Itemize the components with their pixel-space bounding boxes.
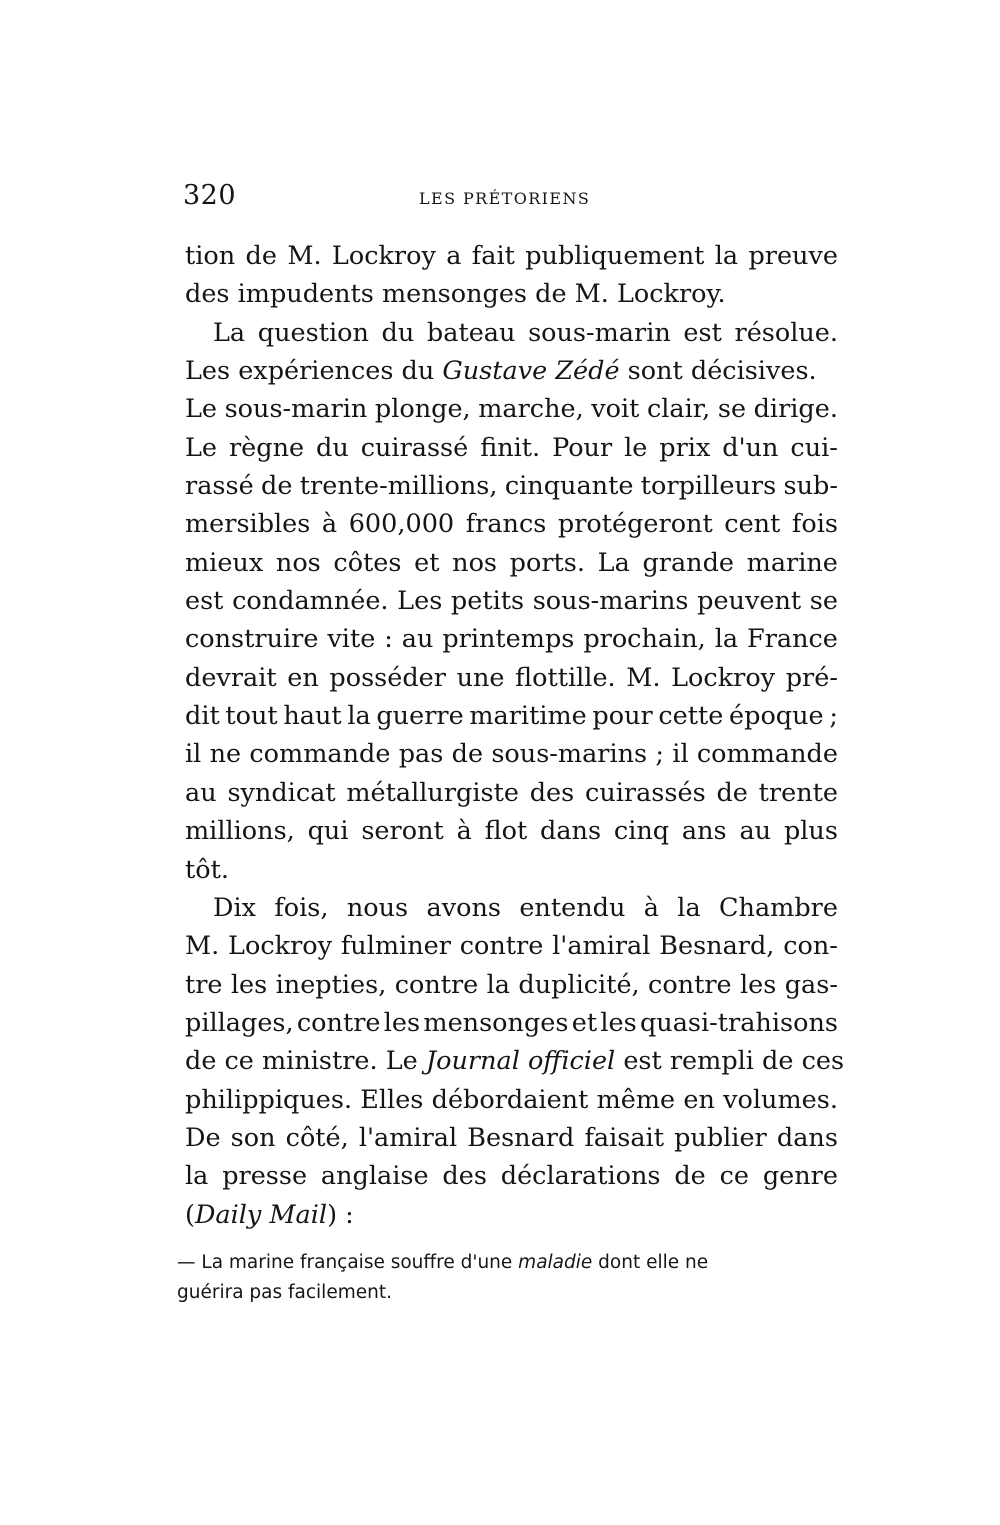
word: les	[600, 1007, 637, 1038]
word: construire	[185, 624, 319, 655]
footnote-text: — La marine française souffre d'une	[177, 1252, 519, 1273]
word: Chambre	[719, 892, 838, 923]
page-header	[183, 180, 838, 220]
word: ) :	[327, 1199, 354, 1230]
text-line	[185, 352, 838, 390]
word: francs	[465, 509, 547, 540]
text-line	[185, 774, 838, 812]
word: des	[529, 777, 575, 808]
page-number: 320	[183, 180, 237, 211]
word: gas-	[784, 969, 838, 1000]
word: preuve	[748, 241, 838, 271]
word: publier	[674, 1122, 767, 1153]
word: pré-	[785, 662, 838, 693]
word: question	[257, 317, 369, 348]
word: De	[185, 1122, 221, 1153]
word: flottille.	[515, 662, 616, 693]
word: philippiques.	[185, 1084, 353, 1115]
word: haut	[283, 701, 342, 732]
word: plus	[783, 816, 838, 847]
word: contre	[459, 931, 544, 962]
text-line	[185, 275, 838, 313]
word: presse	[222, 1161, 308, 1192]
word: époque	[729, 701, 824, 732]
word: pour	[592, 701, 653, 732]
word: protégeront	[557, 509, 713, 540]
word: Pour	[552, 432, 613, 463]
word: la	[677, 892, 701, 923]
word: mieux	[185, 547, 264, 578]
word: vite	[327, 624, 376, 655]
word: cinq	[613, 816, 670, 847]
word: inepties,	[275, 969, 387, 1000]
word: tre	[185, 969, 223, 1000]
word: syndicat	[227, 777, 336, 808]
word: peuvent	[697, 586, 802, 617]
word: mensonges	[423, 1007, 569, 1038]
italic-word: Gustave Zédé	[442, 356, 620, 387]
word: nos	[275, 547, 321, 578]
word: La	[213, 317, 246, 348]
text-line	[185, 390, 838, 428]
word: (	[185, 1199, 195, 1230]
word: M.	[626, 662, 661, 693]
word: l'amiral	[552, 931, 651, 962]
word: :	[384, 624, 393, 655]
text-line	[185, 544, 838, 582]
word: Le	[185, 432, 218, 463]
text-line	[185, 889, 838, 927]
word: à	[321, 509, 338, 540]
word: anglaise	[320, 1161, 429, 1192]
word: de	[245, 241, 277, 271]
word: les	[230, 969, 268, 1000]
text-line	[185, 659, 838, 697]
word: mersibles	[185, 509, 311, 540]
word: et	[571, 1007, 598, 1038]
word: fois	[791, 509, 838, 540]
body-text	[185, 237, 845, 1234]
word: il	[185, 739, 202, 770]
word: La	[597, 547, 630, 578]
word: clair,	[647, 394, 711, 425]
word: de	[716, 777, 748, 808]
word: dans	[540, 816, 602, 847]
word: plonge,	[374, 394, 471, 425]
word: à	[643, 892, 659, 923]
word: il	[672, 739, 689, 770]
word: de	[451, 739, 484, 770]
word: marche,	[478, 394, 584, 425]
word: ports.	[509, 547, 585, 578]
word: dans	[776, 1122, 838, 1153]
word: Les	[397, 586, 443, 617]
text-line	[185, 429, 838, 467]
word: a	[446, 241, 462, 271]
footnote	[177, 1248, 838, 1308]
word: cuirassés	[585, 777, 706, 808]
word: se	[809, 586, 838, 617]
word: tion	[185, 241, 236, 271]
word: et	[414, 547, 440, 578]
word: faisait	[584, 1122, 664, 1153]
word: même	[596, 1084, 676, 1115]
word: du	[316, 432, 349, 463]
word: condamnée.	[232, 586, 389, 617]
word: en	[683, 1084, 715, 1115]
footnote-line	[177, 1248, 838, 1278]
footnote-italic-text: maladie	[518, 1252, 593, 1273]
word: commande	[696, 739, 838, 770]
word: Lockroy	[228, 931, 333, 962]
word: contre	[394, 969, 479, 1000]
italic-word: Journal officiel	[425, 1046, 616, 1077]
word: dirige.	[753, 394, 838, 425]
word: se	[717, 394, 747, 425]
text-line	[185, 1081, 838, 1119]
word: tôt.	[185, 854, 229, 885]
word: en	[287, 662, 319, 693]
text-line	[185, 812, 838, 850]
word: bateau	[426, 317, 516, 348]
word: entendu	[519, 892, 626, 923]
word: maritime	[469, 701, 587, 732]
word: Lockroy	[331, 241, 436, 271]
word: ;	[829, 701, 838, 732]
text-line	[185, 620, 838, 658]
word: est	[185, 586, 224, 617]
word: côté,	[285, 1122, 349, 1153]
word: commande	[249, 739, 391, 770]
word: sub-	[783, 471, 838, 502]
word: sous-marins	[491, 739, 648, 770]
text-line	[185, 1004, 838, 1042]
text-line	[185, 966, 838, 1004]
word: ;	[655, 739, 665, 770]
word: ans	[681, 816, 727, 847]
text-line	[185, 1196, 838, 1234]
word: marine	[746, 547, 838, 578]
word: Le	[185, 394, 218, 425]
word: à	[456, 816, 472, 847]
word: la	[714, 624, 739, 655]
word: Lockroy	[671, 662, 776, 693]
italic-word: Daily Mail	[194, 1199, 328, 1230]
word: déclarations	[500, 1161, 661, 1192]
word: M.	[185, 931, 220, 962]
word: prix	[659, 432, 711, 463]
word: de	[261, 471, 293, 502]
word: 600,000	[348, 509, 455, 540]
word: de ce ministre. Le	[185, 1046, 426, 1077]
word: contre	[648, 969, 732, 1000]
footnote-line	[177, 1278, 838, 1308]
word: sous-marins	[532, 586, 689, 617]
word: la	[714, 241, 739, 271]
word: au	[185, 777, 217, 808]
word: sont décisives.	[619, 356, 817, 387]
word: les	[383, 1007, 421, 1038]
word: fois,	[274, 892, 329, 923]
text-line	[185, 505, 838, 543]
text-line	[185, 582, 838, 620]
word: cette	[658, 701, 724, 732]
word: la	[185, 1161, 209, 1192]
word: trente	[758, 777, 838, 808]
text-line	[185, 851, 838, 889]
word: printemps	[442, 624, 575, 655]
word: seront	[361, 816, 444, 847]
word: cinquante	[504, 471, 634, 502]
word: métallurgiste	[346, 777, 519, 808]
word: tout	[225, 701, 278, 732]
text-line	[185, 927, 838, 965]
text-line	[185, 735, 838, 773]
word: dit	[185, 701, 220, 732]
word: millions,	[185, 816, 295, 847]
word: prochain,	[583, 624, 706, 655]
word: nous	[346, 892, 409, 923]
word: l'amiral	[358, 1122, 458, 1153]
word: sous-marin	[224, 394, 368, 425]
word: torpilleurs	[640, 471, 777, 502]
running-title: LES PRÉTORIENS	[419, 189, 591, 208]
word: Elles	[360, 1084, 424, 1115]
word: règne	[228, 432, 305, 463]
word: la	[347, 701, 371, 732]
word: des	[442, 1161, 487, 1192]
word: posséder	[329, 662, 446, 693]
word: genre	[762, 1161, 838, 1192]
word: le	[624, 432, 648, 463]
word: Les expériences du	[185, 356, 443, 387]
word: fait	[471, 241, 515, 271]
word: résolue.	[734, 317, 838, 348]
word: Besnard,	[659, 931, 775, 962]
word: est	[683, 317, 722, 348]
word: quasi-trahisons	[639, 1007, 838, 1038]
word: flot	[484, 816, 528, 847]
word: côtes	[333, 547, 402, 578]
text-line	[185, 1119, 838, 1157]
text-line	[185, 697, 838, 735]
text-line	[185, 1157, 838, 1195]
word: cuirassé	[360, 432, 469, 463]
word: ce	[719, 1161, 749, 1192]
word: des impudents mensonges de M. Lockroy.	[185, 279, 726, 310]
word: grande	[642, 547, 734, 578]
word: qui	[307, 816, 349, 847]
word: du	[381, 317, 415, 348]
word: une	[456, 662, 505, 693]
word: avons	[426, 892, 501, 923]
word: cui-	[790, 432, 838, 463]
word: finit.	[480, 432, 541, 463]
footnote-text: guérira pas facilement.	[177, 1282, 392, 1303]
word: ne	[209, 739, 242, 770]
word: débordaient	[431, 1084, 589, 1115]
word: son	[230, 1122, 276, 1153]
word: France	[747, 624, 838, 655]
word: de	[674, 1161, 706, 1192]
word: publiquement	[525, 241, 705, 271]
word: pas	[398, 739, 444, 770]
word: la	[486, 969, 511, 1000]
word: au	[401, 624, 434, 655]
word: rassé	[185, 471, 254, 502]
word: nos	[452, 547, 498, 578]
word: au	[739, 816, 772, 847]
word: pillages,	[185, 1007, 294, 1038]
word: les	[740, 969, 777, 1000]
text-line	[185, 237, 838, 275]
word: M.	[287, 241, 322, 271]
word: devrait	[185, 662, 277, 693]
word: volumes.	[723, 1084, 838, 1115]
word: cent	[724, 509, 781, 540]
word: d'un	[722, 432, 779, 463]
footnote-text: dont elle ne	[592, 1252, 709, 1273]
word: fulminer	[340, 931, 451, 962]
word: contre	[296, 1007, 381, 1038]
word: voit	[591, 394, 640, 425]
word: petits	[450, 586, 525, 617]
word: con-	[783, 931, 838, 962]
text-line	[185, 1042, 845, 1080]
word: duplicité,	[518, 969, 640, 1000]
word: Dix	[213, 892, 256, 923]
word: guerre	[376, 701, 464, 732]
word: Besnard	[467, 1122, 575, 1153]
word: est rempli de ces	[615, 1046, 845, 1077]
text-line	[185, 314, 838, 352]
word: sous-marin	[528, 317, 671, 348]
text-line	[185, 467, 838, 505]
word: trente-millions,	[299, 471, 498, 502]
